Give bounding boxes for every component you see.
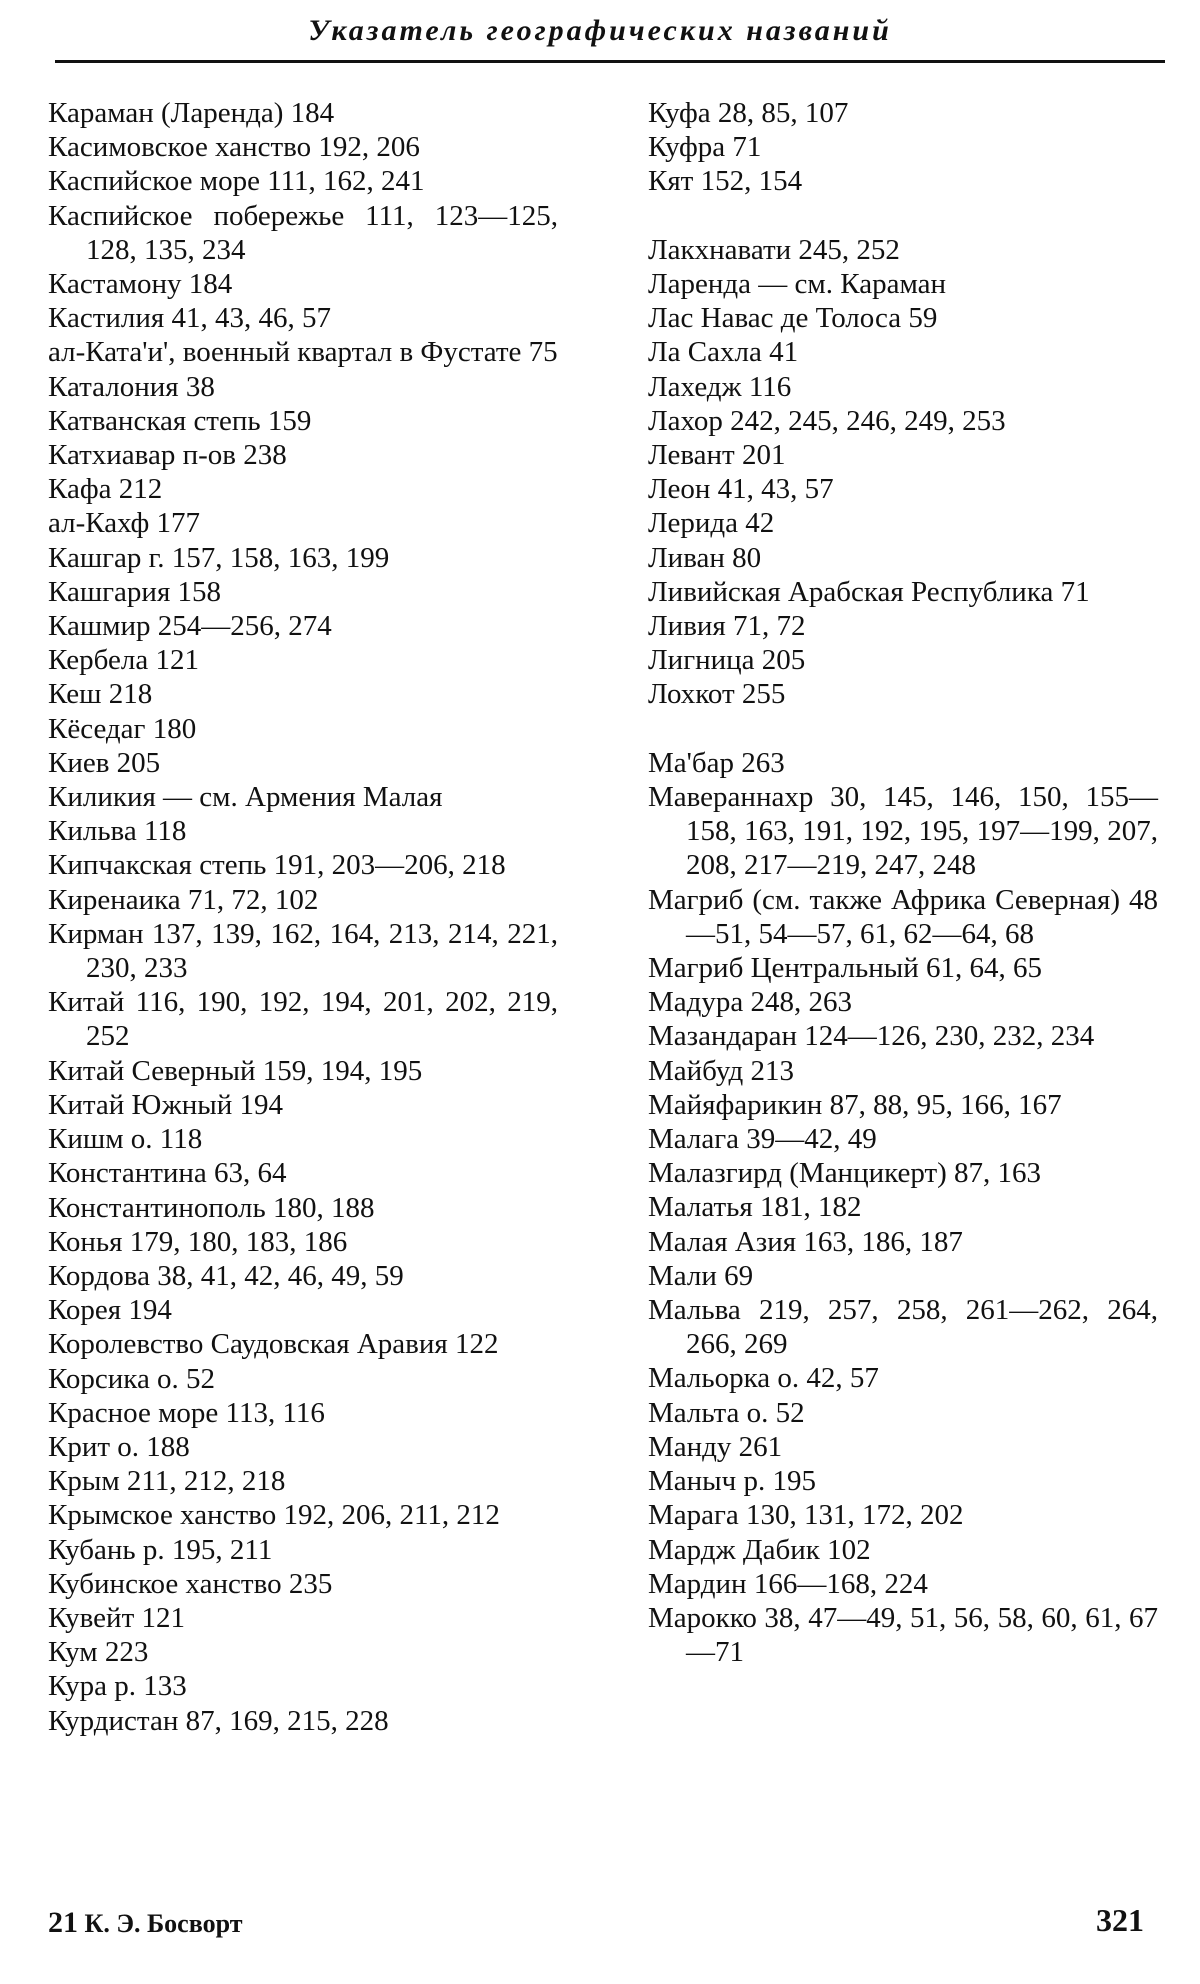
letter-group-gap	[648, 199, 1158, 233]
index-entry: Лигница 205	[648, 644, 806, 677]
index-entry: Марокко 38, 47—49, 51, 56, 58, 60, 61, 67—71	[648, 1601, 1158, 1669]
index-entry: Лохкот 255	[648, 678, 786, 711]
index-entry: Магриб Центральный 61, 64, 65	[648, 952, 1043, 985]
index-entry: Мальва 219, 257, 258, 261—262, 264, 266, 269	[648, 1294, 1158, 1361]
index-entry: Касимовское ханство 192, 206	[48, 131, 420, 164]
index-entry: Китай Северный 159, 194, 195	[48, 1054, 423, 1087]
index-entry: Лакхнавати 245, 252	[648, 233, 900, 266]
index-entry: Кубань р. 195, 211	[48, 1533, 273, 1566]
index-entry: Константина 63, 64	[48, 1157, 287, 1190]
index-entry: Кафа 212	[48, 473, 163, 506]
index-entry: Китай Южный 194	[48, 1088, 284, 1121]
index-entry: Кирман 137, 139, 162, 164, 213, 214, 221, 230, 233	[48, 917, 558, 985]
index-entry: Ливия 71, 72	[648, 610, 806, 643]
index-entry: Конья 179, 180, 183, 186	[48, 1225, 348, 1258]
index-entry: Кум 223	[48, 1636, 149, 1669]
index-entry: Кёседаг 180	[48, 712, 197, 745]
index-entry: Крит о. 188	[48, 1430, 190, 1463]
index-entry: Левант 201	[648, 439, 786, 472]
index-entry: Катхиавар п-ов 238	[48, 439, 287, 472]
index-entry: Мальорка о. 42, 57	[648, 1362, 879, 1395]
index-entry: Киликия — см. Армения Малая	[48, 781, 443, 814]
signature-number: 21	[48, 1906, 78, 1939]
running-header: Указатель географических названий	[308, 14, 892, 47]
index-entry: Киев 205	[48, 746, 161, 779]
index-entry: Малая Азия 163, 186, 187	[648, 1225, 963, 1258]
index-entry: Куфра 71	[648, 131, 762, 164]
index-entry: Кастамону 184	[48, 268, 233, 301]
index-entry: Малатья 181, 182	[648, 1191, 862, 1224]
index-entry: Маныч р. 195	[648, 1465, 816, 1498]
printer-signature	[48, 1906, 242, 1940]
index-entry: Каталония 38	[48, 370, 215, 403]
index-entry: Кашмир 254—256, 274	[48, 610, 332, 643]
index-entry: Каспийское море 111, 162, 241	[48, 165, 425, 198]
index-entry: Мадура 248, 263	[648, 986, 853, 1019]
index-entry: Ларенда — см. Караман	[648, 268, 947, 300]
index-entry: Ливийская Арабская Республика 71	[648, 575, 1090, 608]
index-entry: Мавераннахр 30, 145, 146, 150, 155—158, 163, 191, 192, 195, 197—199, 207, 208, 217—219, 247, 248	[648, 781, 1158, 882]
index-entry: Леон 41, 43, 57	[648, 473, 834, 506]
index-entry: Кордова 38, 41, 42, 46, 49, 59	[48, 1259, 404, 1292]
index-entry: Кильва 118	[48, 815, 187, 848]
index-entry: Кашгар г. 157, 158, 163, 199	[48, 541, 390, 574]
index-column-right	[648, 96, 1158, 1669]
page-number: 321	[1096, 1902, 1144, 1938]
index-entry: Мазандаран 124—126, 230, 232, 234	[648, 1020, 1095, 1053]
index-entry: Китай 116, 190, 192, 194, 201, 202, 219, 252	[48, 986, 558, 1053]
index-entry: Ливан 80	[648, 541, 762, 574]
index-entry: Красное море 113, 116	[48, 1396, 325, 1429]
index-entry: Королевство Саудовская Аравия 122	[48, 1328, 499, 1361]
index-entry: Корсика о. 52	[48, 1362, 216, 1395]
index-entry: Мали 69	[648, 1259, 754, 1292]
index-entry: Киренаика 71, 72, 102	[48, 883, 319, 916]
header-rule	[55, 60, 1165, 63]
index-column-left	[48, 96, 558, 1738]
index-entry: Кашгария 158	[48, 575, 222, 608]
index-entry: Кувейт 121	[48, 1601, 185, 1634]
index-entry: Ла Сахла 41	[648, 336, 799, 369]
index-entry: ал-Кахф 177	[48, 507, 201, 540]
index-entry: Кишм о. 118	[48, 1123, 203, 1156]
index-entry: Кербела 121	[48, 644, 199, 677]
index-entry: Лерида 42	[648, 507, 775, 540]
index-entry: Мардин 166—168, 224	[648, 1567, 928, 1600]
index-entry: ал-Ката'и', военный квартал в Фустате 75	[48, 336, 558, 369]
index-entry: Кеш 218	[48, 678, 153, 711]
index-entry: Лахедж 116	[648, 370, 792, 403]
index-entry: Малага 39—42, 49	[648, 1123, 877, 1156]
index-entry: Караман (Ларенда) 184	[48, 97, 335, 129]
index-entry: Марага 130, 131, 172, 202	[648, 1499, 964, 1532]
index-entry: Лас Навас де Толоса 59	[648, 302, 938, 335]
signature-text: К. Э. Босворт	[84, 1909, 243, 1938]
index-entry: Крымское ханство 192, 206, 211, 212	[48, 1499, 500, 1532]
index-entry: Каспийское побережье 111, 123—125, 128, 135, 234	[48, 199, 558, 266]
index-entry: Мальта о. 52	[648, 1396, 805, 1429]
index-entry: Куфа 28, 85, 107	[648, 97, 849, 129]
index-entry: Кастилия 41, 43, 46, 57	[48, 302, 331, 335]
index-entry: Кят 152, 154	[648, 165, 803, 198]
index-entry: Кубинское ханство 235	[48, 1567, 333, 1600]
index-entry: Малазгирд (Манцикерт) 87, 163	[648, 1157, 1042, 1190]
index-entry: Лахор 242, 245, 246, 249, 253	[648, 404, 1006, 437]
index-entry: Кипчакская степь 191, 203—206, 218	[48, 849, 506, 882]
index-entry: Константинополь 180, 188	[48, 1191, 375, 1224]
index-entry: Корея 194	[48, 1294, 172, 1327]
index-entry: Майбуд 213	[648, 1054, 795, 1087]
index-entry: Крым 211, 212, 218	[48, 1465, 286, 1498]
index-entry: Катванская степь 159	[48, 404, 312, 437]
letter-group-gap	[648, 712, 1158, 746]
index-entry: Магриб (см. также Африка Северная) 48—51, 54—57, 61, 62—64, 68	[648, 883, 1158, 950]
index-entry: Ма'бар 263	[648, 746, 785, 779]
index-entry: Майяфарикин 87, 88, 95, 166, 167	[648, 1088, 1062, 1121]
index-entry: Мардж Дабик 102	[648, 1533, 871, 1566]
index-entry: Манду 261	[648, 1430, 783, 1463]
index-entry: Кура р. 133	[48, 1670, 187, 1703]
index-entry: Курдистан 87, 169, 215, 228	[48, 1704, 389, 1737]
